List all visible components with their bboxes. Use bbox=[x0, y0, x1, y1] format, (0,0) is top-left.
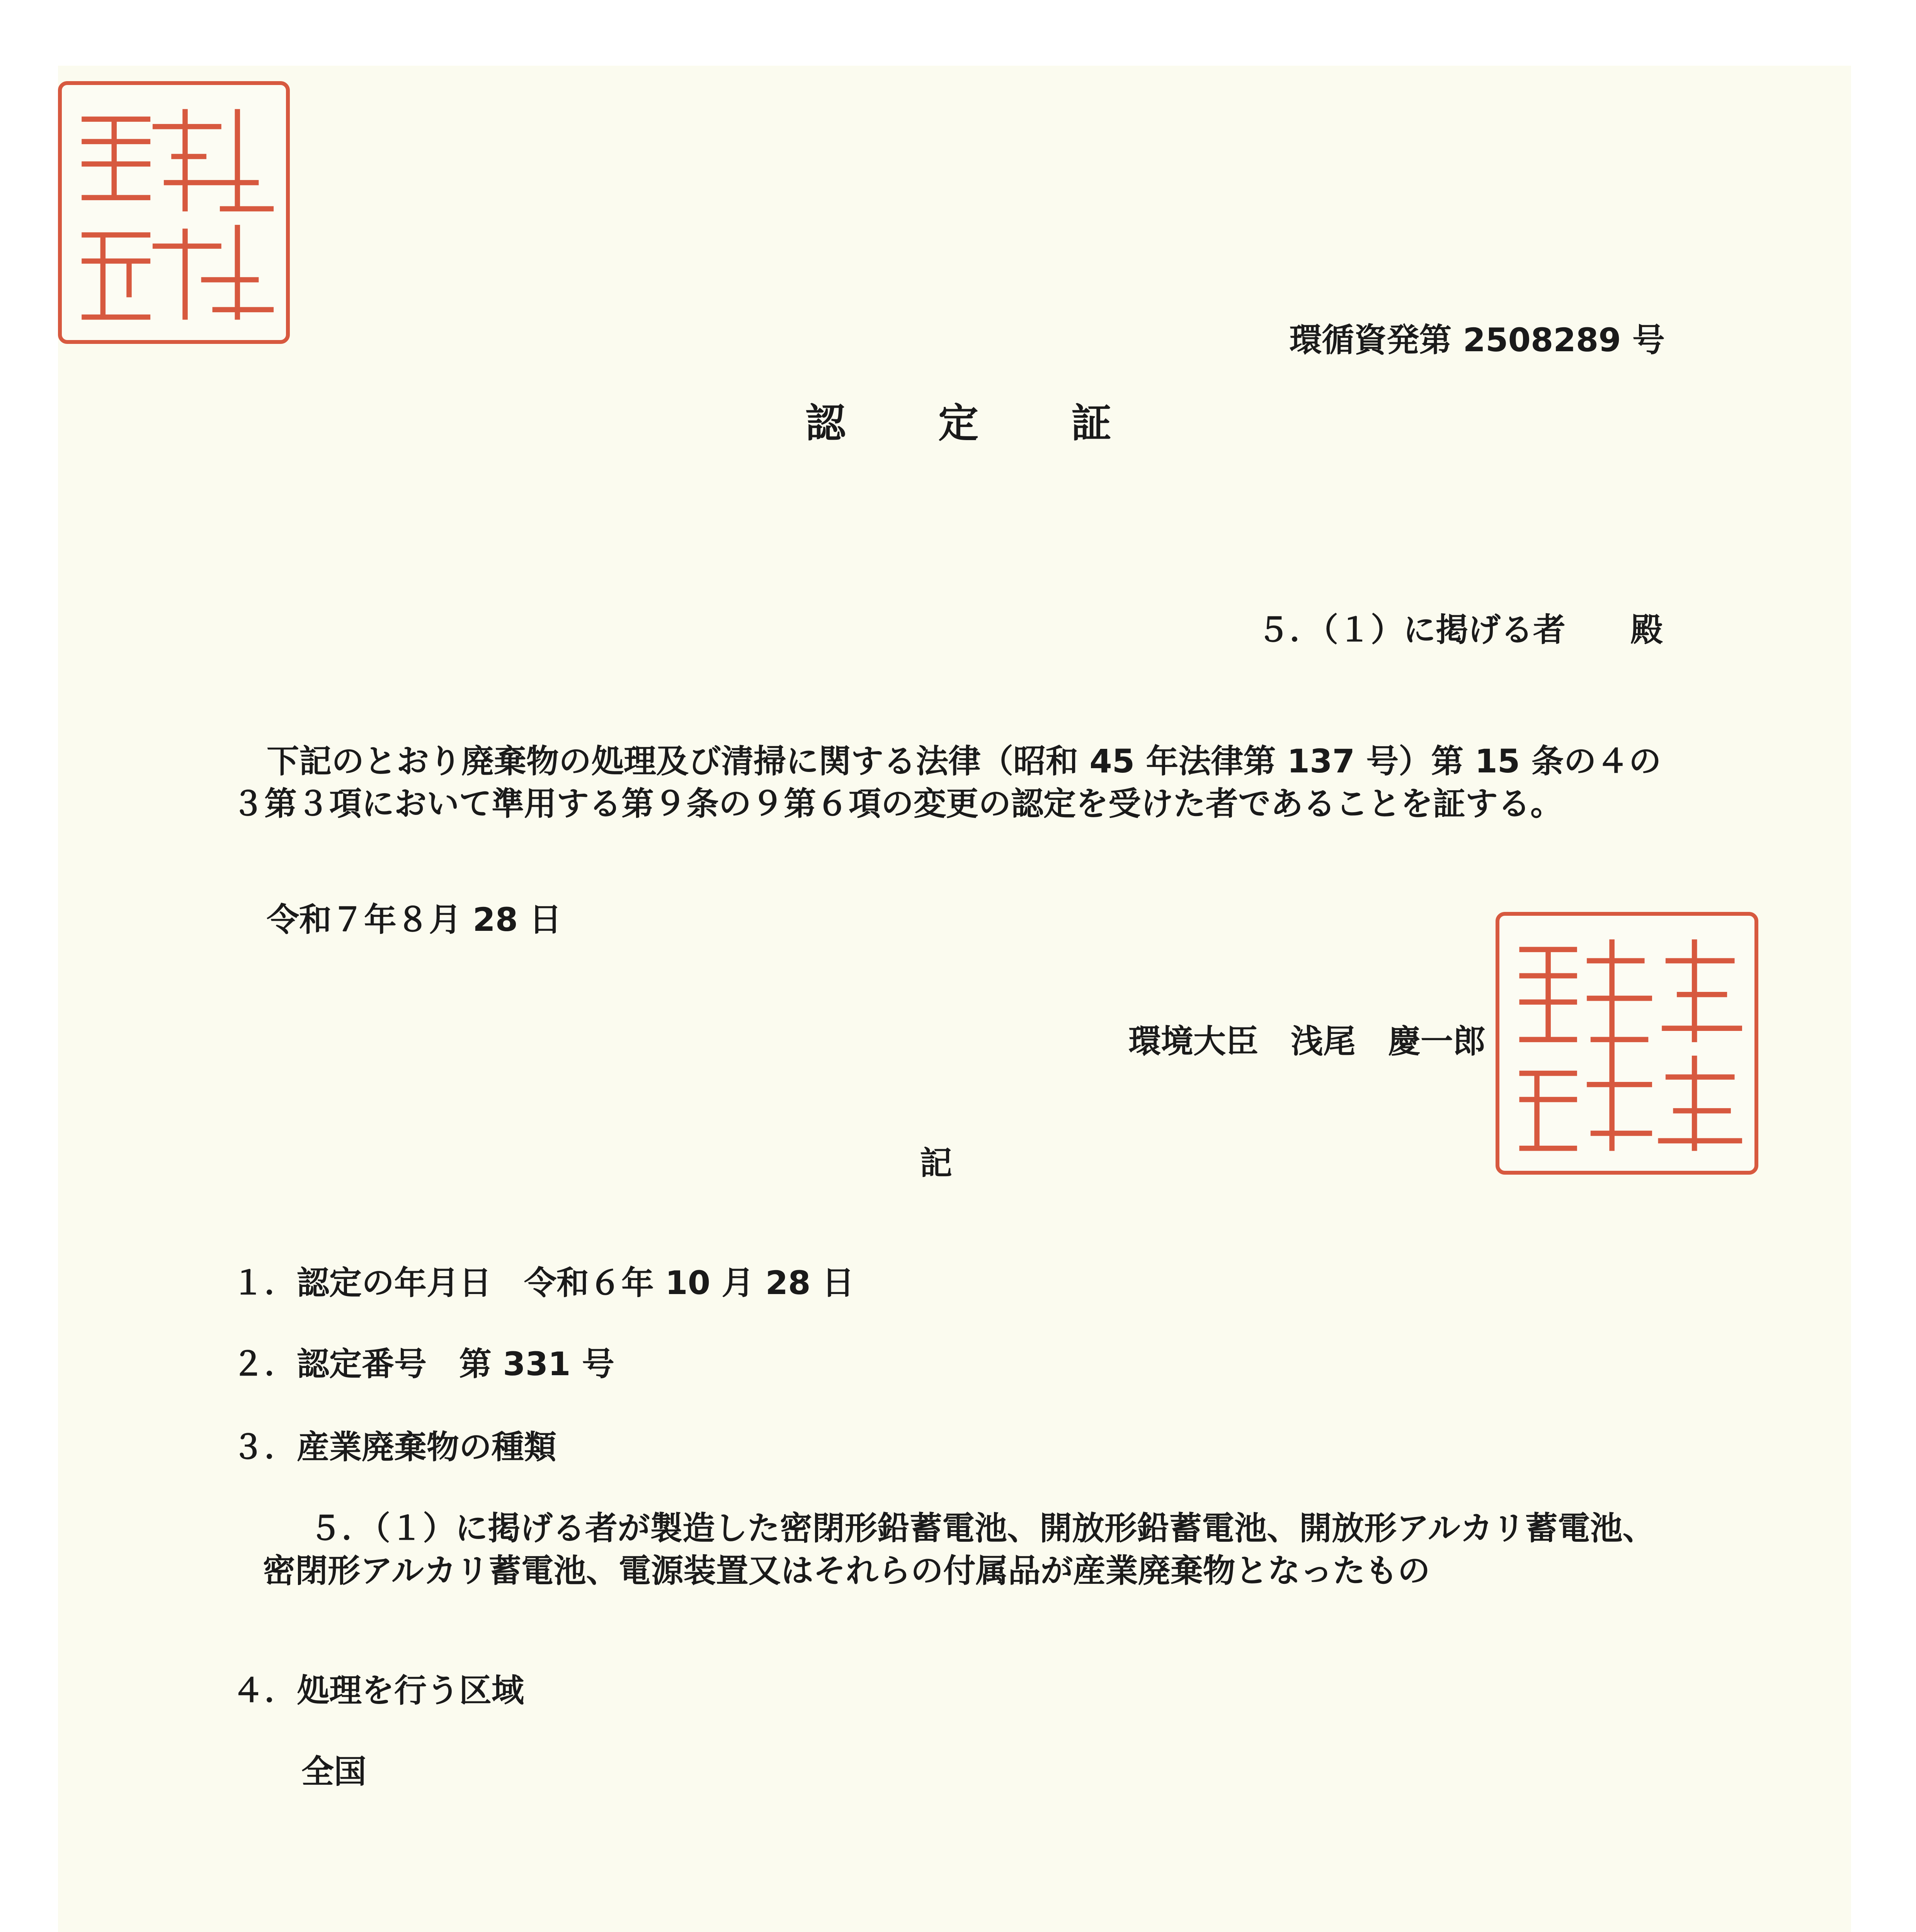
body-paragraph: 下記のとおり廃棄物の処理及び清掃に関する法律（昭和 45 年法律第 137 号）第 15 条の４の３第３項において準用する第９条の９第６項の変更の認定を受けた者であることを証する。 bbox=[232, 742, 1661, 823]
seal-top-glyphs bbox=[62, 85, 286, 340]
issue-date: 令和７年８月 28 日 bbox=[267, 901, 562, 939]
item-certification-number: ２．認定番号 第 331 号 bbox=[232, 1345, 614, 1383]
reference-number: 環循資発第 2508289 号 bbox=[1289, 321, 1665, 359]
ministry-seal-top bbox=[58, 81, 290, 344]
page-title bbox=[696, 400, 1221, 447]
ki-heading: 記 bbox=[920, 1144, 953, 1182]
item-waste-type-heading: ３．産業廃棄物の種類 bbox=[232, 1428, 557, 1466]
signer: 環境大臣 浅尾 慶一郎 bbox=[1128, 1022, 1486, 1060]
seal-bottom-glyphs bbox=[1499, 916, 1754, 1171]
item-area-heading: ４．処理を行う区域 bbox=[232, 1672, 524, 1709]
ministry-seal-bottom bbox=[1496, 912, 1758, 1175]
addressee: ５．（１）に掲げる者 殿 bbox=[1257, 611, 1663, 649]
item-waste-type-text: ５．（１）に掲げる者が製造した密閉形鉛蓄電池、開放形鉛蓄電池、開放形アルカリ蓄電池、密閉形アルカリ蓄電池、電源装置又はそれらの付属品が産業廃棄物となったもの bbox=[263, 1509, 1655, 1590]
item-certification-date: １．認定の年月日 令和６年 10 月 28 日 bbox=[232, 1264, 854, 1302]
item-area-text: 全国 bbox=[301, 1753, 367, 1791]
title-char: 証 bbox=[1071, 400, 1112, 447]
title-char: 認 bbox=[805, 400, 846, 447]
title-char: 定 bbox=[938, 400, 978, 447]
